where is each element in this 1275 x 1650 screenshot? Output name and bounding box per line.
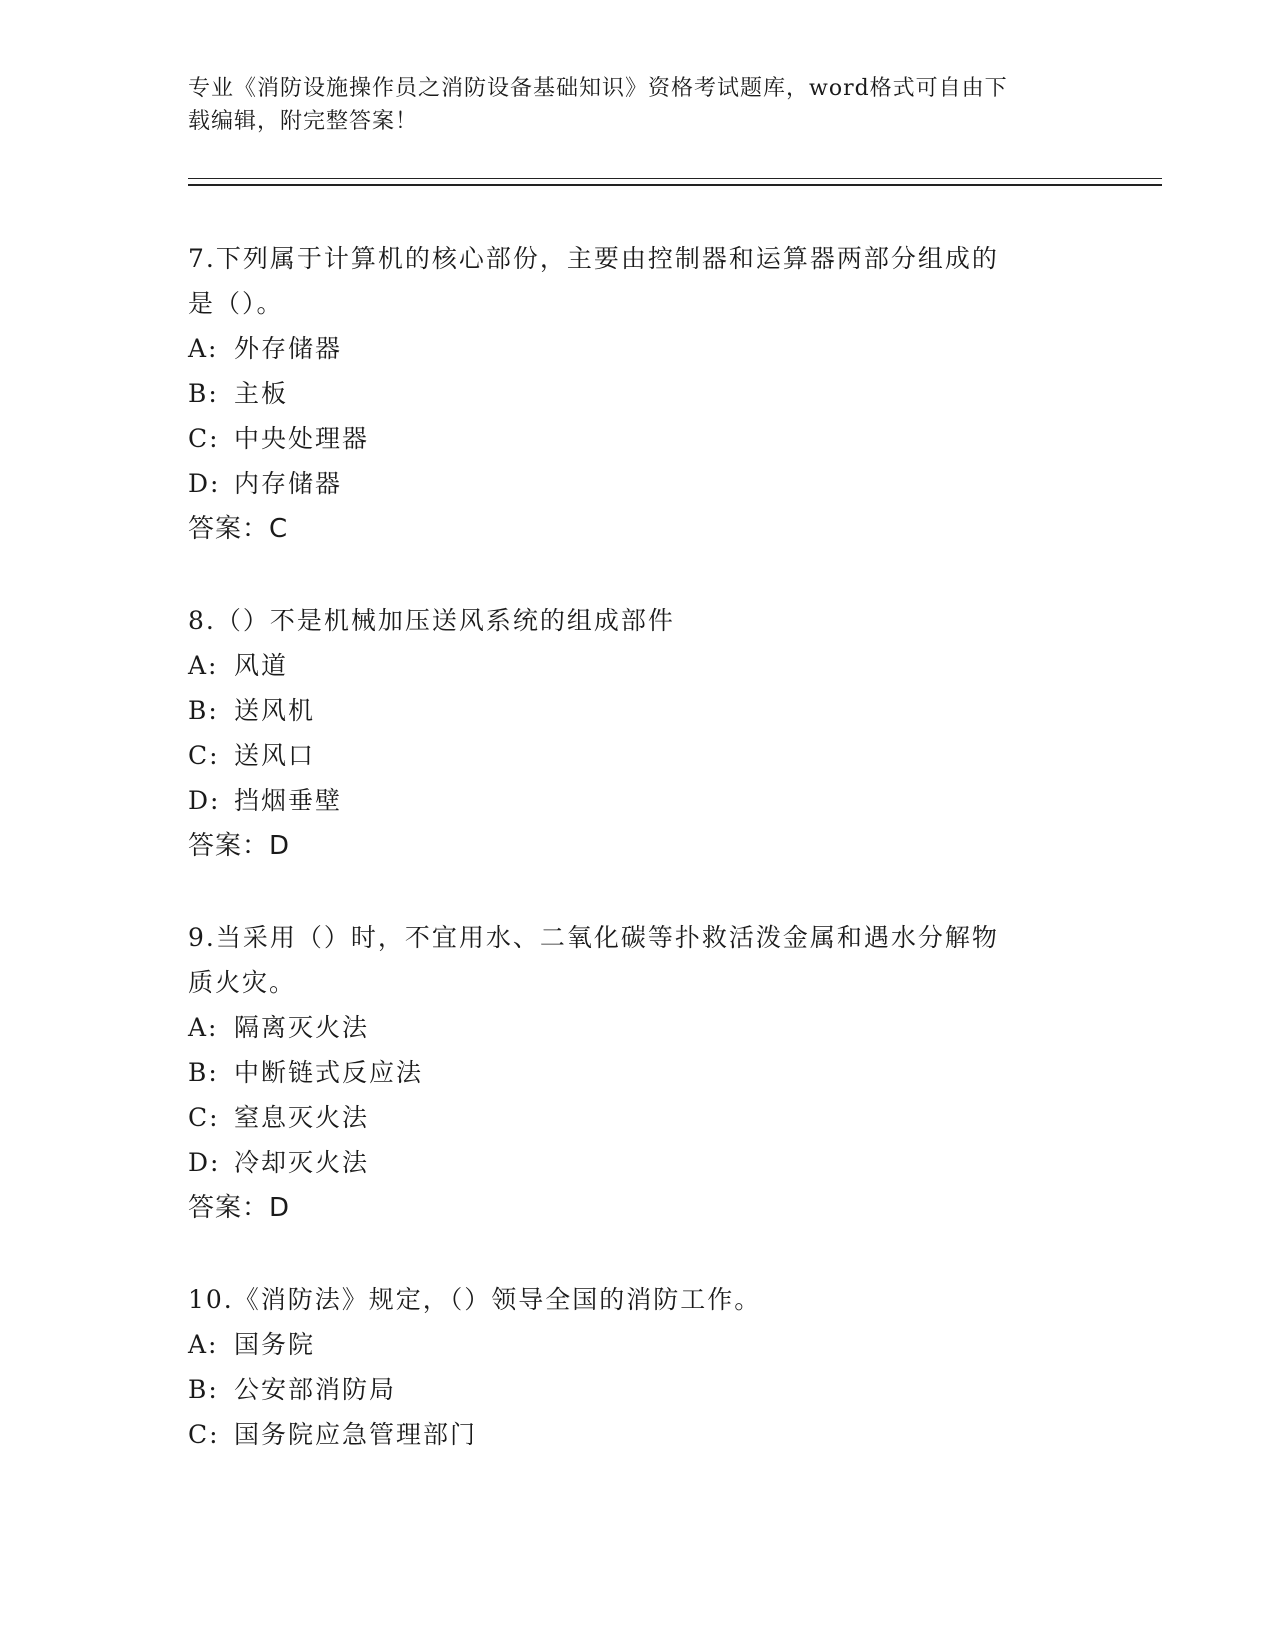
option-letter: B: xyxy=(188,379,219,408)
option-a xyxy=(188,643,1088,688)
answer-line: 答案：D xyxy=(188,1193,291,1223)
question-8 xyxy=(188,598,1088,869)
option-letter: C: xyxy=(188,424,220,453)
question-stem-line: 10.《消防法》规定，（）领导全国的消防工作。 xyxy=(188,1285,762,1314)
option-text: 内存储器 xyxy=(234,469,343,498)
option-c xyxy=(188,416,1088,461)
question-stem-line: 是（）。 xyxy=(188,289,284,318)
option-b xyxy=(188,1050,1088,1095)
option-a xyxy=(188,326,1088,371)
header-divider-thick xyxy=(188,184,1162,186)
answer-line: 答案：C xyxy=(188,514,289,544)
option-letter: A: xyxy=(188,1330,219,1359)
option-text: 中央处理器 xyxy=(234,424,370,453)
option-letter: B: xyxy=(188,696,219,725)
option-letter: C: xyxy=(188,1103,220,1132)
option-text: 风道 xyxy=(234,651,289,680)
option-text: 中断链式反应法 xyxy=(234,1058,424,1087)
question-stem-line: 7.下列属于计算机的核心部份，主要由控制器和运算器两部分组成的 xyxy=(188,244,999,273)
option-text: 主板 xyxy=(234,379,289,408)
option-text: 送风口 xyxy=(234,741,316,770)
question-9 xyxy=(188,915,1088,1231)
option-d xyxy=(188,778,1088,823)
question-10 xyxy=(188,1277,1088,1457)
option-d xyxy=(188,1140,1088,1185)
question-stem-line: 质火灾。 xyxy=(188,968,297,997)
option-text: 公安部消防局 xyxy=(234,1375,397,1404)
option-text: 隔离灭火法 xyxy=(234,1013,370,1042)
option-b xyxy=(188,371,1088,416)
option-b xyxy=(188,1367,1088,1412)
question-stem-line: 8.（）不是机械加压送风系统的组成部件 xyxy=(188,606,675,635)
header-line-1: 专业《消防设施操作员之消防设备基础知识》资格考试题库，word格式可自由下 xyxy=(188,76,1008,101)
option-letter: C: xyxy=(188,1420,220,1449)
option-text: 冷却灭火法 xyxy=(234,1148,370,1177)
option-text: 国务院 xyxy=(234,1330,316,1359)
option-a xyxy=(188,1005,1088,1050)
option-letter: B: xyxy=(188,1375,219,1404)
option-text: 窒息灭火法 xyxy=(234,1103,370,1132)
option-letter: D: xyxy=(188,786,221,815)
option-letter: A: xyxy=(188,651,219,680)
option-text: 国务院应急管理部门 xyxy=(234,1420,478,1449)
document-header xyxy=(188,72,1068,138)
question-stem-line: 9.当采用（）时，不宜用水、二氧化碳等扑救活泼金属和遇水分解物 xyxy=(188,923,999,952)
option-a xyxy=(188,1322,1088,1367)
header-line-2: 载编辑，附完整答案！ xyxy=(188,109,419,134)
question-list xyxy=(188,236,1088,1503)
option-c xyxy=(188,1412,1088,1457)
option-c xyxy=(188,733,1088,778)
option-d xyxy=(188,461,1088,506)
option-text: 挡烟垂壁 xyxy=(234,786,343,815)
question-7 xyxy=(188,236,1088,552)
option-text: 送风机 xyxy=(234,696,316,725)
option-c xyxy=(188,1095,1088,1140)
option-letter: D: xyxy=(188,469,221,498)
option-letter: A: xyxy=(188,334,219,363)
answer-line: 答案：D xyxy=(188,831,291,861)
option-letter: A: xyxy=(188,1013,219,1042)
option-letter: C: xyxy=(188,741,220,770)
option-text: 外存储器 xyxy=(234,334,343,363)
header-divider-thin xyxy=(188,178,1162,179)
option-letter: D: xyxy=(188,1148,221,1177)
option-letter: B: xyxy=(188,1058,219,1087)
option-b xyxy=(188,688,1088,733)
